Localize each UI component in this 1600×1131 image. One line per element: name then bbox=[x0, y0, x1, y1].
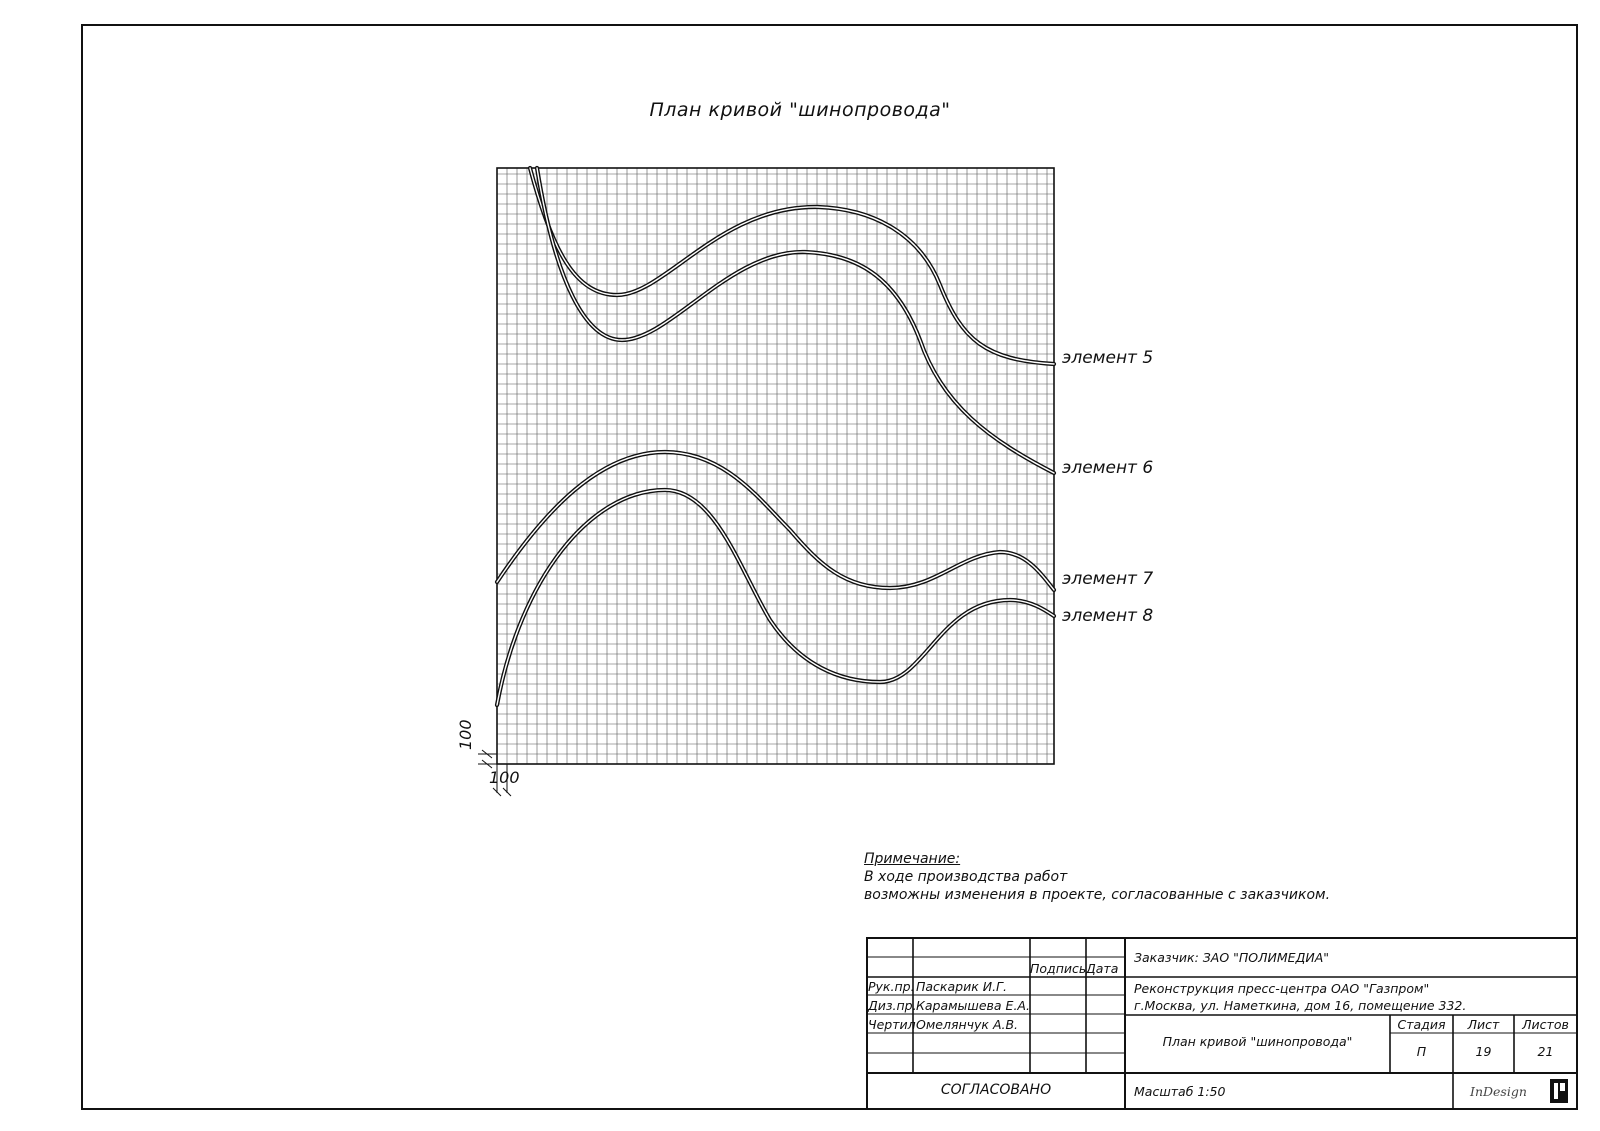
stage-label: Стадия bbox=[1397, 1017, 1446, 1032]
title-block bbox=[866, 937, 1578, 1110]
role-label: Чертил bbox=[868, 1017, 916, 1032]
company-name: InDesign bbox=[1470, 1084, 1527, 1099]
curve-label-element-5: элемент 5 bbox=[1062, 348, 1154, 368]
project-line-1: Реконструкция пресс-центра ОАО "Газпром" bbox=[1134, 981, 1430, 996]
note-line-1: В ходе производства работ bbox=[864, 869, 1068, 885]
project-line-2: г.Москва, ул. Наметкина, дом 16, помещение 332. bbox=[1134, 998, 1467, 1013]
person-name: Карамышева Е.А. bbox=[916, 998, 1030, 1013]
person-name: Омелянчук А.В. bbox=[916, 1017, 1019, 1032]
customer-label: Заказчик: ЗАО "ПОЛИМЕДИА" bbox=[1134, 950, 1329, 965]
col-date-label: Дата bbox=[1086, 961, 1119, 976]
curve-element-7 bbox=[497, 452, 1054, 590]
sheets-value: 21 bbox=[1537, 1044, 1554, 1059]
curve-element-5 bbox=[530, 168, 1054, 364]
grid-step-horizontal-label: 100 bbox=[489, 768, 520, 787]
stage-value: П bbox=[1416, 1044, 1427, 1059]
sheet-title: План кривой "шинопровода" bbox=[1162, 1034, 1353, 1049]
sheet-value: 19 bbox=[1475, 1044, 1492, 1059]
drawing-title: План кривой "шинопровода" bbox=[649, 99, 951, 121]
role-label: Диз.пр. bbox=[868, 998, 917, 1013]
curve-element-8 bbox=[497, 490, 1054, 705]
curve-label-element-8: элемент 8 bbox=[1062, 606, 1154, 626]
curve-label-element-6: элемент 6 bbox=[1062, 458, 1154, 478]
company-logo bbox=[1550, 1079, 1568, 1103]
note-block bbox=[864, 850, 1330, 904]
curve-label-element-7: элемент 7 bbox=[1062, 569, 1154, 589]
col-signature-label: Подпись bbox=[1030, 961, 1087, 976]
sheets-label: Листов bbox=[1522, 1017, 1569, 1032]
person-name: Паскарик И.Г. bbox=[916, 979, 1007, 994]
note-heading: Примечание: bbox=[864, 851, 961, 867]
grid-step-vertical-label: 100 bbox=[456, 719, 475, 750]
role-label: Рук.пр. bbox=[868, 979, 915, 994]
approved-label: СОГЛАСОВАНО bbox=[940, 1082, 1052, 1098]
note-line-2: возможны изменения в проекте, согласованные с заказчиком. bbox=[864, 887, 1331, 903]
scale-label: Масштаб 1:50 bbox=[1134, 1084, 1226, 1099]
sheet-label: Лист bbox=[1467, 1017, 1500, 1032]
